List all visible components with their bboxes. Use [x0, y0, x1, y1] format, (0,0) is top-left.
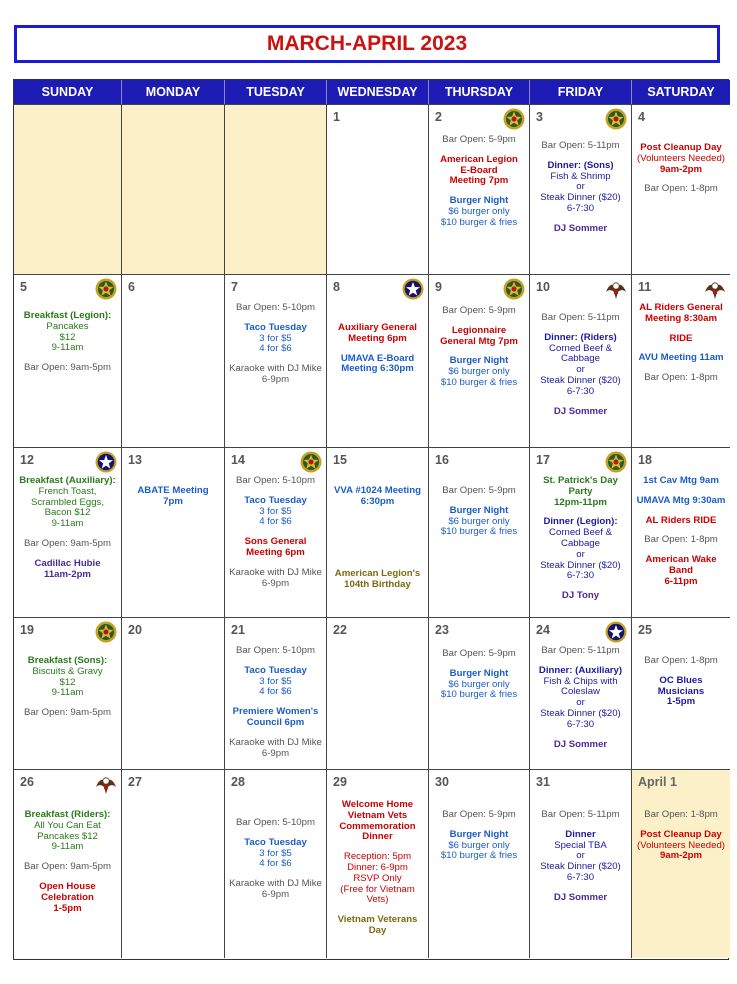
event-line: Vets)	[366, 894, 389, 906]
event-line: Bar Open: 1-8pm	[644, 809, 718, 820]
event-line: 4 for $6	[259, 686, 292, 698]
event-line: Post Cleanup Day	[640, 828, 722, 840]
event-line: Breakfast (Legion):	[23, 310, 112, 321]
event-line: Bar Open: 1-8pm	[644, 372, 718, 384]
event-line: 6-11pm	[664, 575, 698, 587]
event-line: AL Riders General	[639, 302, 723, 313]
day-number: 22	[333, 623, 347, 637]
day-number: 3	[536, 110, 543, 124]
weekday-header-wednesday: WEDNESDAY	[327, 80, 429, 104]
event-line: or	[576, 181, 585, 193]
day-events	[124, 486, 222, 508]
event-line: 6-9pm	[261, 577, 290, 589]
event-line: 6-7:30	[566, 871, 595, 883]
empty-day-cell	[225, 104, 327, 274]
event-line: Scrambled Eggs,	[30, 496, 105, 508]
event-line: 3 for $5	[259, 505, 292, 517]
event-line: Breakfast (Sons):	[27, 655, 108, 666]
american-legion-emblem-icon	[95, 621, 117, 643]
event-line: Pancakes $12	[37, 830, 98, 842]
day-number: 25	[638, 623, 652, 637]
event-line: Taco Tuesday	[244, 664, 307, 676]
event-line: Meeting 6pm	[246, 546, 305, 558]
day-number: 21	[231, 623, 245, 637]
day-number: 6	[128, 280, 135, 294]
event-line: Day	[368, 924, 387, 936]
riders-eagle-emblem-icon	[704, 278, 726, 300]
event-line: or	[576, 548, 585, 560]
day-cell-2	[429, 104, 530, 274]
weekday-header-friday: FRIDAY	[530, 80, 632, 104]
event-line: Corned Beef &	[549, 527, 612, 539]
day-number: 30	[435, 775, 449, 789]
event-line: 6:30pm	[360, 495, 395, 507]
event-line: Bacon $12	[44, 507, 91, 519]
event-line: Karaoke with DJ Mike	[229, 566, 322, 578]
riders-eagle-emblem-icon	[605, 278, 627, 300]
event-line: Bar Open: 5-10pm	[236, 645, 315, 656]
day-events	[16, 476, 119, 580]
event-line: Band	[669, 564, 693, 576]
event-line: Meeting 8:30am	[645, 312, 717, 324]
event-line: Bar Open: 9am-5pm	[24, 537, 111, 549]
event-line: DJ Sommer	[553, 891, 608, 903]
event-line: Bar Open: 5-10pm	[236, 817, 315, 828]
day-number: 15	[333, 453, 347, 467]
event-line: (Free for Vietnam	[340, 883, 415, 895]
event-line: 4 for $6	[259, 858, 292, 870]
event-line: All You Can Eat	[34, 819, 101, 831]
event-line: French Toast,	[38, 485, 97, 497]
event-line: Dinner: (Riders)	[544, 331, 617, 343]
event-line: Bar Open: 5-10pm	[236, 302, 315, 313]
day-events	[227, 476, 324, 589]
event-line: UMAVA E-Board	[340, 352, 415, 364]
event-line: Taco Tuesday	[244, 321, 307, 333]
weekday-header-thursday: THURSDAY	[429, 80, 530, 104]
day-cell-7	[225, 274, 327, 447]
event-line: Bar Open: 1-8pm	[644, 534, 718, 546]
event-line: 12pm-11pm	[554, 496, 607, 508]
riders-eagle-emblem-icon	[95, 773, 117, 795]
event-line: Meeting 7pm	[449, 175, 509, 187]
day-events	[532, 313, 629, 417]
event-line: Burger Night	[449, 355, 509, 367]
day-number: 17	[536, 453, 550, 467]
day-cell-30	[429, 769, 530, 958]
event-line: RIDE	[669, 332, 693, 344]
day-events	[16, 656, 119, 719]
event-line: 1st Cav Mtg 9am	[643, 475, 719, 486]
event-line: Burger Night	[449, 504, 509, 516]
event-line: 7pm	[163, 495, 183, 507]
event-line: $10 burger & fries	[440, 216, 518, 228]
day-cell-15	[327, 447, 429, 617]
day-number: 8	[333, 280, 340, 294]
event-line: or	[576, 364, 585, 376]
day-number: 20	[128, 623, 142, 637]
day-cell-26	[14, 769, 122, 958]
american-legion-emblem-icon	[300, 451, 322, 473]
event-line: E-Board	[460, 164, 498, 176]
day-events	[634, 476, 728, 588]
day-events	[634, 143, 728, 195]
event-line: Bar Open: 5-9pm	[442, 648, 516, 659]
event-line: Bar Open: 1-8pm	[644, 655, 718, 666]
event-line: $10 burger & fries	[440, 689, 518, 701]
day-events	[431, 486, 527, 538]
event-line: Premiere Women's	[232, 706, 319, 718]
event-line: 6-7:30	[566, 385, 595, 397]
weekday-header-sunday: SUNDAY	[14, 80, 122, 104]
calendar-grid	[13, 79, 729, 960]
day-number: 19	[20, 623, 34, 637]
event-line: Bar Open: 5-11pm	[541, 645, 620, 656]
day-cell-16	[429, 447, 530, 617]
event-line: 6-7:30	[566, 570, 595, 582]
event-line: Bar Open: 9am-5pm	[24, 362, 111, 374]
day-cell-27	[122, 769, 225, 958]
event-line: Bar Open: 5-9pm	[442, 305, 516, 316]
day-events	[227, 303, 324, 386]
day-number: April 1	[638, 775, 677, 789]
american-legion-emblem-icon	[503, 108, 525, 130]
event-line: Bar Open: 5-9pm	[442, 809, 516, 820]
day-number: 28	[231, 775, 245, 789]
event-line: 6-9pm	[261, 888, 290, 900]
day-cell-31	[530, 769, 632, 958]
event-line: General Mtg 7pm	[440, 335, 518, 347]
event-line: RSVP Only	[353, 872, 402, 884]
day-events	[329, 800, 426, 937]
event-line: Karaoke with DJ Mike	[229, 363, 322, 375]
event-line: Coleslaw	[561, 686, 600, 698]
event-line: Post Cleanup Day	[640, 142, 722, 153]
event-line: 3 for $5	[259, 675, 292, 687]
event-line: Bar Open: 5-11pm	[541, 312, 620, 323]
day-cell-11	[632, 274, 730, 447]
title-box	[14, 25, 720, 63]
day-cell-10	[530, 274, 632, 447]
day-number: 2	[435, 110, 442, 124]
day-number: 12	[20, 453, 34, 467]
event-line: $6 burger only	[448, 678, 510, 690]
day-cell-13	[122, 447, 225, 617]
event-line: Taco Tuesday	[244, 494, 307, 506]
event-line: Special TBA	[554, 839, 607, 851]
event-line: Breakfast (Auxiliary):	[19, 475, 116, 486]
day-events	[16, 311, 119, 374]
american-legion-emblem-icon	[503, 278, 525, 300]
day-number: 18	[638, 453, 652, 467]
day-events	[634, 810, 728, 862]
day-events	[329, 323, 426, 375]
event-line: Bar Open: 5-10pm	[236, 475, 315, 486]
day-events	[227, 646, 324, 759]
event-line: 6-7:30	[566, 202, 595, 214]
event-line: Vietnam Veterans	[337, 914, 418, 926]
event-line: Dinner	[565, 828, 596, 840]
event-line: Bar Open: 5-9pm	[442, 134, 516, 145]
event-line: DJ Tony	[561, 590, 600, 602]
event-line: Council 6pm	[246, 716, 305, 728]
day-events	[16, 810, 119, 914]
day-events	[532, 810, 629, 904]
event-line: 6-9pm	[261, 747, 290, 759]
event-line: $10 burger & fries	[440, 376, 518, 388]
event-line: Bar Open: 9am-5pm	[24, 861, 111, 873]
event-line: $10 burger & fries	[440, 850, 518, 862]
day-number: 13	[128, 453, 142, 467]
day-cell-5	[14, 274, 122, 447]
day-cell-17	[530, 447, 632, 617]
day-cell-18	[632, 447, 730, 617]
event-line: Welcome Home	[341, 799, 414, 810]
day-events	[532, 476, 629, 602]
day-number: 16	[435, 453, 449, 467]
weekday-header-saturday: SATURDAY	[632, 80, 730, 104]
event-line: 3 for $5	[259, 332, 292, 344]
event-line: 3 for $5	[259, 847, 292, 859]
event-line: Burger Night	[449, 828, 509, 840]
day-number: 11	[638, 280, 652, 294]
day-number: 9	[435, 280, 442, 294]
event-line: Steak Dinner ($20)	[540, 707, 621, 719]
day-events	[532, 141, 629, 235]
day-cell-24	[530, 617, 632, 769]
day-cell-25	[632, 617, 730, 769]
event-line: UMAVA Mtg 9:30am	[636, 494, 726, 506]
event-line: VVA #1024 Meeting	[334, 485, 421, 496]
event-line: American Wake	[645, 554, 717, 566]
event-line: Dinner: 6-9pm	[347, 861, 408, 873]
event-line: 6-7:30	[566, 718, 595, 730]
day-cell-22	[327, 617, 429, 769]
day-events	[532, 646, 629, 750]
event-line: Cabbage	[561, 537, 600, 549]
event-line: $6 burger only	[448, 839, 510, 851]
event-line: or	[576, 850, 585, 862]
event-line: $6 burger only	[448, 205, 510, 217]
event-line: Party	[568, 485, 593, 497]
event-line: $6 burger only	[448, 515, 510, 527]
event-line: Biscuits & Gravy	[32, 665, 103, 677]
day-number: 27	[128, 775, 142, 789]
empty-day-cell	[14, 104, 122, 274]
event-line: Cabbage	[561, 353, 600, 365]
event-line: $12	[59, 676, 76, 688]
event-line: 11am-2pm	[44, 568, 91, 580]
day-events	[634, 303, 728, 384]
event-line: Celebration	[41, 891, 94, 903]
day-cell-april-1	[632, 769, 730, 958]
event-line: Sons General	[244, 536, 307, 548]
event-line: Meeting 6:30pm	[341, 363, 414, 375]
event-line: Breakfast (Riders):	[24, 809, 111, 820]
event-line: Steak Dinner ($20)	[540, 861, 621, 873]
event-line: Dinner: (Sons)	[547, 159, 614, 171]
day-number: 4	[638, 110, 645, 124]
day-cell-29	[327, 769, 429, 958]
event-line: Open House	[39, 880, 96, 892]
empty-day-cell	[122, 104, 225, 274]
event-line: Fish & Shrimp	[550, 170, 611, 182]
event-line: Dinner: (Auxiliary)	[538, 664, 623, 676]
day-cell-12	[14, 447, 122, 617]
event-line: Karaoke with DJ Mike	[229, 878, 322, 890]
day-cell-9	[429, 274, 530, 447]
event-line: 9-11am	[51, 687, 84, 699]
auxiliary-star-emblem-icon	[95, 451, 117, 473]
event-line: 4 for $6	[259, 343, 292, 355]
event-line: Steak Dinner ($20)	[540, 559, 621, 571]
day-events	[431, 649, 527, 701]
day-number: 23	[435, 623, 449, 637]
event-line: Legionnaire	[451, 324, 507, 336]
event-line: DJ Sommer	[553, 405, 608, 417]
event-line: American Legion's	[334, 568, 421, 579]
day-cell-1	[327, 104, 429, 274]
event-line: 9-11am	[51, 841, 84, 853]
event-line: DJ Sommer	[553, 222, 608, 234]
event-line: Burger Night	[449, 195, 509, 207]
event-line: or	[576, 697, 585, 709]
event-line: American Legion	[440, 153, 518, 165]
event-line: 9am-2pm	[659, 163, 703, 175]
event-line: 104th Birthday	[344, 578, 411, 590]
day-number: 10	[536, 280, 550, 294]
event-line: Vietnam Vets	[347, 809, 408, 821]
event-line: AL Riders RIDE	[645, 514, 717, 526]
day-cell-20	[122, 617, 225, 769]
event-line: OC Blues	[659, 674, 703, 686]
event-line: 4 for $6	[259, 516, 292, 528]
day-cell-4	[632, 104, 730, 274]
day-number: 5	[20, 280, 27, 294]
auxiliary-star-emblem-icon	[402, 278, 424, 300]
event-line: 9-11am	[51, 342, 84, 354]
day-events	[431, 810, 527, 862]
event-line: Steak Dinner ($20)	[540, 374, 621, 386]
weekday-header-monday: MONDAY	[122, 80, 225, 104]
event-line: Bar Open: 9am-5pm	[24, 707, 111, 719]
event-line: AVU Meeting 11am	[638, 352, 724, 364]
event-line: $10 burger & fries	[440, 526, 518, 538]
event-line: Karaoke with DJ Mike	[229, 736, 322, 748]
event-line: Pancakes	[46, 320, 89, 332]
day-number: 1	[333, 110, 340, 124]
event-line: Musicians	[657, 685, 705, 697]
day-cell-19	[14, 617, 122, 769]
day-events	[634, 656, 728, 708]
day-events	[227, 818, 324, 901]
event-line: DJ Sommer	[553, 738, 608, 750]
weekday-header-tuesday: TUESDAY	[225, 80, 327, 104]
day-number: 24	[536, 623, 550, 637]
day-cell-14	[225, 447, 327, 617]
event-line: Bar Open: 5-11pm	[541, 140, 620, 151]
event-line: (Volunteers Needed)	[637, 839, 725, 851]
event-line: ABATE Meeting	[137, 485, 209, 496]
day-number: 7	[231, 280, 238, 294]
event-line: Dinner (Legion):	[543, 516, 618, 528]
page-title: MARCH-APRIL 2023	[266, 32, 468, 55]
day-events	[431, 306, 527, 389]
day-events	[329, 569, 426, 591]
event-line: 1-5pm	[53, 902, 82, 914]
day-events	[329, 486, 426, 508]
event-line: Commemoration	[339, 820, 416, 832]
day-cell-3	[530, 104, 632, 274]
day-cell-8	[327, 274, 429, 447]
american-legion-emblem-icon	[605, 451, 627, 473]
event-line: $12	[59, 331, 76, 343]
event-line: Auxiliary General	[338, 322, 417, 333]
event-line: Steak Dinner ($20)	[540, 192, 621, 204]
day-number: 14	[231, 453, 245, 467]
event-line: St. Patrick's Day	[543, 475, 618, 486]
day-events	[431, 135, 527, 229]
day-cell-28	[225, 769, 327, 958]
day-cell-23	[429, 617, 530, 769]
event-line: Bar Open: 5-9pm	[442, 485, 516, 496]
event-line: (Volunteers Needed)	[637, 152, 725, 164]
event-line: Corned Beef &	[549, 342, 612, 354]
day-cell-21	[225, 617, 327, 769]
event-line: Burger Night	[449, 667, 509, 679]
event-line: 1-5pm	[666, 696, 696, 708]
event-line: Bar Open: 1-8pm	[644, 183, 718, 195]
day-number: 31	[536, 775, 550, 789]
event-line: Taco Tuesday	[244, 836, 307, 848]
event-line: 6-9pm	[261, 373, 290, 385]
event-line: Bar Open: 5-11pm	[541, 809, 620, 820]
event-line: Meeting 6pm	[348, 332, 407, 344]
event-line: 9am-2pm	[659, 850, 703, 862]
event-line: Fish & Chips with	[543, 675, 618, 687]
day-number: 29	[333, 775, 347, 789]
event-line: Reception: 5pm	[343, 851, 412, 863]
american-legion-emblem-icon	[605, 108, 627, 130]
event-line: $6 burger only	[448, 366, 510, 378]
day-number: 26	[20, 775, 34, 789]
american-legion-emblem-icon	[95, 278, 117, 300]
day-cell-6	[122, 274, 225, 447]
event-line: 9-11am	[51, 518, 84, 530]
auxiliary-star-emblem-icon	[605, 621, 627, 643]
event-line: Cadillac Hubie	[34, 557, 101, 569]
event-line: Dinner	[362, 831, 393, 843]
